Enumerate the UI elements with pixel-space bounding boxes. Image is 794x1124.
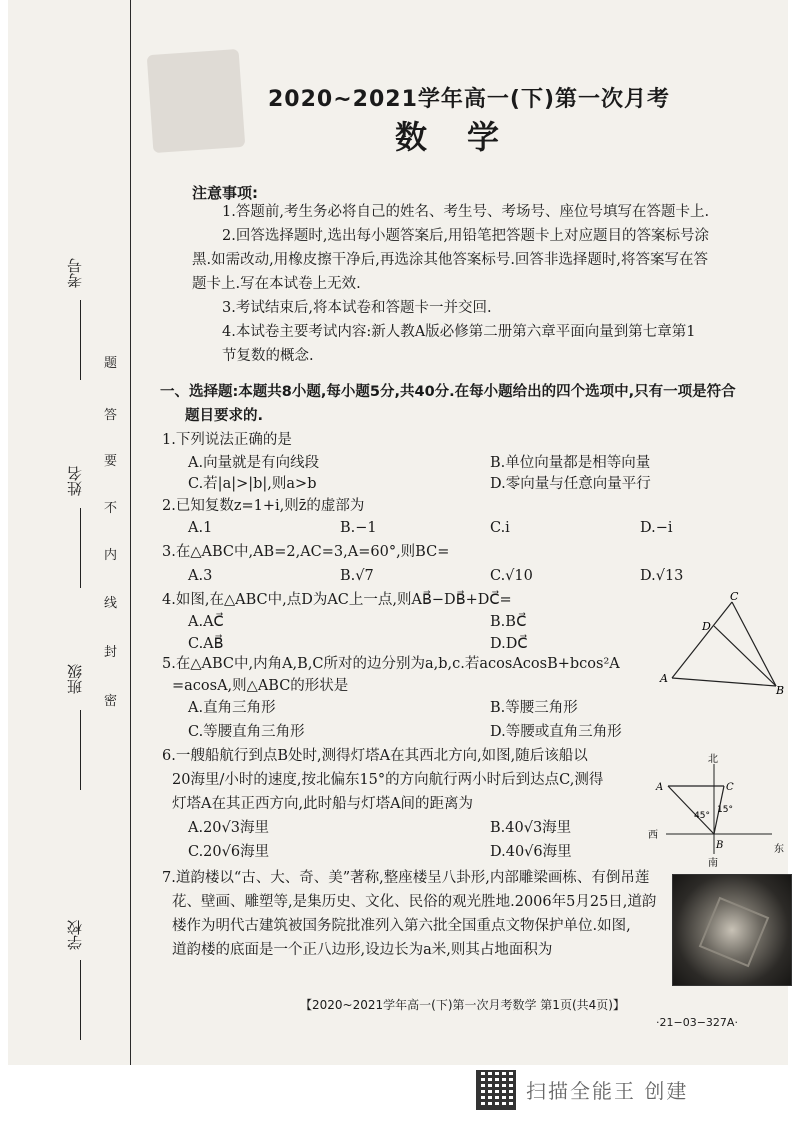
label-b: B	[716, 840, 724, 851]
exam-title: 2020~2021学年高一(下)第一次月考	[268, 87, 671, 112]
section-heading: 一、选择题:本题共8小题,每小题5分,共40分.在每小题给出的四个选项中,只有一项是符合	[160, 384, 736, 400]
seal-char: 不	[104, 501, 118, 516]
exam-code: ·21−03−327A·	[656, 1016, 738, 1029]
seal-char: 答	[104, 408, 118, 423]
option: A.直角三角形	[188, 700, 276, 716]
option: C.i	[490, 520, 510, 536]
option: C.AB⃗	[188, 636, 224, 652]
option: C.20√6海里	[188, 844, 270, 860]
class-field: 班级	[66, 664, 84, 694]
notes-heading: 注意事项:	[192, 184, 258, 202]
navigation-figure	[644, 750, 788, 868]
option: A.向量就是有向线段	[188, 455, 320, 471]
note-line: 黑.如需改动,用橡皮擦干净后,再选涂其他答案标号.回答非选择题时,将答案写在答	[192, 252, 709, 268]
option: B.√7	[340, 568, 374, 584]
name-line	[80, 508, 81, 588]
question-stem: 7.道韵楼以“古、大、奇、美”著称,整座楼呈八卦形,内部雕梁画栋、有倒吊莲	[162, 870, 650, 886]
option: C.等腰直角三角形	[188, 724, 305, 740]
option: B.−1	[340, 520, 377, 536]
option: D.零向量与任意向量平行	[490, 476, 651, 492]
school-line	[80, 960, 81, 1040]
octagon-building-photo	[672, 874, 792, 986]
seal-char: 要	[104, 454, 118, 469]
class-line	[80, 710, 81, 790]
note-line: 1.答题前,考生务必将自己的姓名、考生号、考场号、座位号填写在答题卡上.	[222, 204, 710, 220]
school-field: 学校	[66, 920, 84, 950]
question-stem: 4.如图,在△ABC中,点D为AC上一点,则AB⃗−DB⃗+DC⃗=	[162, 592, 512, 608]
seal-char: 内	[104, 548, 118, 563]
label-a: A	[656, 782, 664, 793]
seal-char: 密	[104, 694, 118, 709]
option: A.1	[188, 520, 213, 536]
question-stem-cont: 20海里/小时的速度,按北偏东15°的方向航行两小时后到达点C,测得	[172, 772, 604, 788]
label-d: D	[702, 620, 711, 633]
seal-char: 封	[104, 645, 118, 660]
option: D.√13	[640, 568, 684, 584]
note-line: 题卡上.写在本试卷上无效.	[192, 276, 361, 292]
label-c: C	[730, 590, 739, 603]
option: D.40√6海里	[490, 844, 572, 860]
seal-char: 题	[104, 356, 118, 371]
angle-45-label: 45°	[694, 811, 710, 821]
angle-15-label: 15°	[717, 805, 733, 815]
section-heading-cont: 题目要求的.	[185, 408, 264, 424]
option: D.−i	[640, 520, 673, 536]
east-label: 东	[774, 844, 784, 855]
subject-title: 数学	[395, 118, 540, 156]
triangle-figure	[656, 590, 786, 694]
west-label: 西	[648, 830, 658, 841]
name-field: 姓名	[66, 466, 84, 496]
option: C.√10	[490, 568, 533, 584]
option: B.40√3海里	[490, 820, 572, 836]
seal-char: 线	[104, 596, 118, 611]
note-line: 节复数的概念.	[222, 348, 314, 364]
binding-strip	[22, 0, 131, 1065]
option: A.AC⃗	[188, 614, 224, 630]
option: B.单位向量都是相等向量	[490, 455, 651, 471]
qr-code-icon	[476, 1070, 516, 1110]
option: C.若|a|>|b|,则a>b	[188, 476, 317, 492]
exam-number-field: 考号	[66, 258, 84, 288]
note-line: 2.回答选择题时,选出每小题答案后,用铅笔把答题卡上对应题目的答案标号涂	[222, 228, 710, 244]
label-a: A	[660, 672, 668, 685]
label-b: B	[776, 684, 785, 694]
option: D.等腰或直角三角形	[490, 724, 622, 740]
question-stem-cont: 楼作为明代古建筑被国务院批准列入第六批全国重点文物保护单位.如图,	[172, 918, 631, 934]
question-stem: 3.在△ABC中,AB=2,AC=3,A=60°,则BC=	[162, 544, 450, 560]
option: B.BC⃗	[490, 614, 527, 630]
note-line: 3.考试结束后,将本试卷和答题卡一并交回.	[222, 300, 492, 316]
exam-number-line	[80, 300, 81, 380]
question-stem-cont: =acosA,则△ABC的形状是	[172, 678, 349, 694]
question-stem: 2.已知复数z=1+i,则z̄的虚部为	[162, 498, 365, 514]
label-c: C	[726, 782, 734, 793]
question-stem: 6.一艘船航行到点B处时,测得灯塔A在其西北方向,如图,随后该船以	[162, 748, 588, 764]
question-stem-cont: 灯塔A在其正西方向,此时船与灯塔A间的距离为	[172, 796, 474, 812]
question-stem-cont: 花、壁画、雕塑等,是集历史、文化、民俗的观光胜地.2006年5月25日,道韵	[172, 894, 657, 910]
page-footer: 【2020~2021学年高一(下)第一次月考数学 第1页(共4页)】	[300, 998, 625, 1012]
option: A.3	[188, 568, 213, 584]
question-stem: 1.下列说法正确的是	[162, 432, 292, 448]
question-stem: 5.在△ABC中,内角A,B,C所对的边分别为a,b,c.若acosAcosB+bcos²A	[162, 656, 620, 672]
option: D.DC⃗	[490, 636, 528, 652]
note-line: 4.本试卷主要考试内容:新人教A版必修第二册第六章平面向量到第七章第1	[222, 324, 696, 340]
south-label: 南	[708, 858, 718, 868]
north-label: 北	[708, 754, 718, 765]
option: B.等腰三角形	[490, 700, 578, 716]
option: A.20√3海里	[188, 820, 269, 836]
question-stem-cont: 道韵楼的底面是一个正八边形,设边长为a米,则其占地面积为	[172, 942, 553, 958]
ink-stamp	[147, 49, 246, 153]
scanner-watermark: 扫描全能王 创建	[526, 1079, 689, 1103]
octagon-courtyard	[699, 897, 770, 968]
